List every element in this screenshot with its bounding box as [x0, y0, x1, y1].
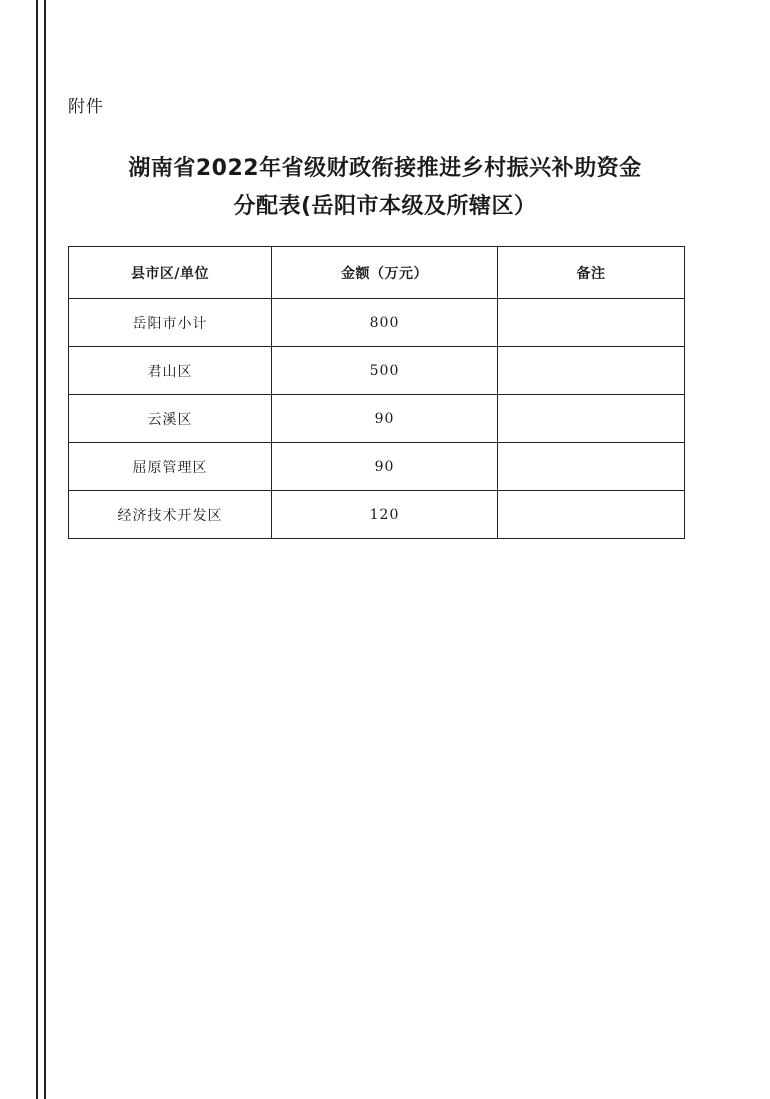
cell-unit: 经济技术开发区	[69, 491, 272, 539]
cell-note	[498, 491, 685, 539]
cell-unit: 屈原管理区	[69, 443, 272, 491]
table-row	[69, 395, 685, 443]
cell-amount: 90	[272, 443, 498, 491]
document-title	[60, 150, 710, 226]
table-row	[69, 491, 685, 539]
title-line-2: 分配表(岳阳市本级及所辖区）	[233, 194, 537, 219]
allocation-table	[68, 246, 685, 539]
title-line-1: 湖南省2022年省级财政衔接推进乡村振兴补助资金	[128, 156, 642, 181]
attachment-label: 附件	[68, 97, 104, 117]
header-note: 备注	[498, 247, 685, 299]
cell-note	[498, 443, 685, 491]
table-header-row	[69, 247, 685, 299]
cell-amount: 90	[272, 395, 498, 443]
cell-amount: 120	[272, 491, 498, 539]
header-unit: 县市区/单位	[69, 247, 272, 299]
header-amount: 金额（万元）	[272, 247, 498, 299]
cell-amount: 500	[272, 347, 498, 395]
cell-amount: 800	[272, 299, 498, 347]
cell-note	[498, 347, 685, 395]
table-row	[69, 299, 685, 347]
table-row	[69, 443, 685, 491]
cell-unit: 君山区	[69, 347, 272, 395]
cell-note	[498, 395, 685, 443]
binding-edge-lines	[36, 0, 46, 1099]
table-row	[69, 347, 685, 395]
cell-unit: 云溪区	[69, 395, 272, 443]
cell-note	[498, 299, 685, 347]
cell-unit: 岳阳市小计	[69, 299, 272, 347]
